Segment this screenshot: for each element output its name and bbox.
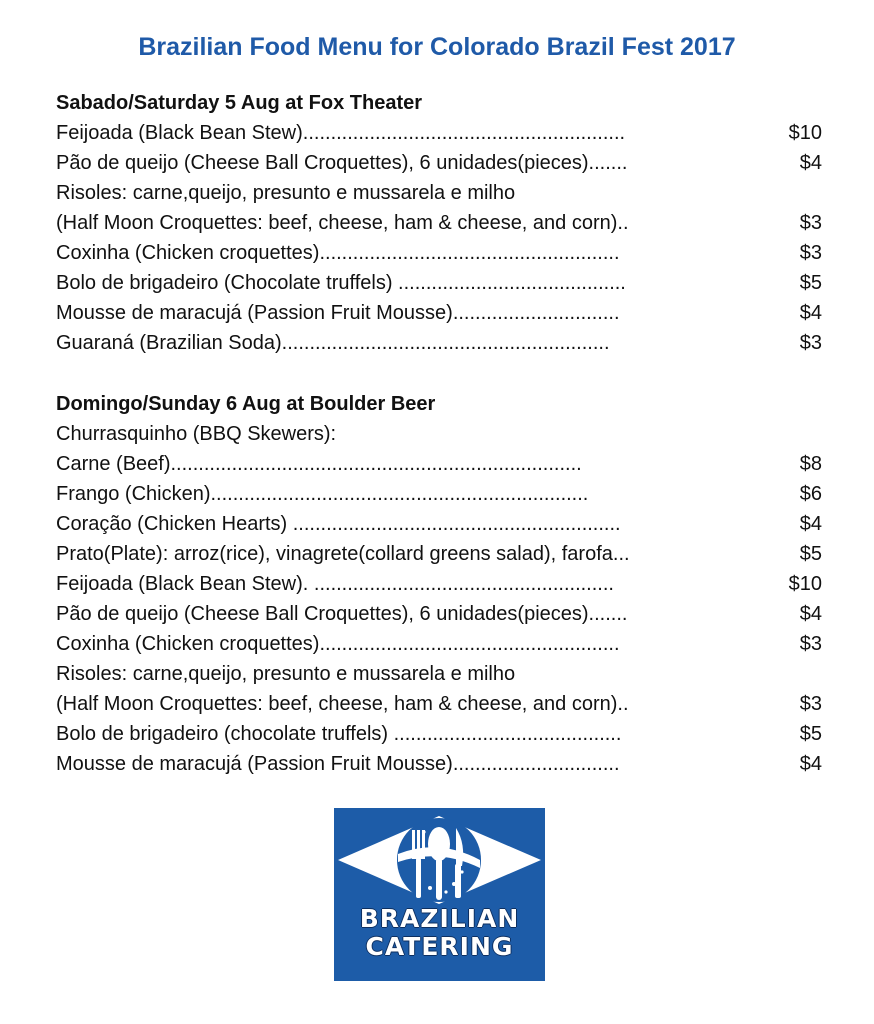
menu-item-text: Pão de queijo (Cheese Ball Croquettes), 6 unidades(pieces)....... <box>56 152 628 174</box>
menu-item-price: $10 <box>788 573 822 595</box>
menu-item <box>56 419 822 449</box>
logo-text-line2: CATERING <box>365 932 514 961</box>
menu-item-price: $3 <box>799 242 822 264</box>
menu-item-price: $4 <box>799 513 822 535</box>
menu-item-text: Churrasquinho (BBQ Skewers): <box>56 423 337 445</box>
menu-item-text: Risoles: carne,queijo, presunto e mussarela e milho <box>56 663 516 685</box>
menu-item-text: Mousse de maracujá (Passion Fruit Mousse).............................. <box>56 753 620 775</box>
menu-item <box>56 749 822 779</box>
menu-item-text: Feijoada (Black Bean Stew). ...................................................... <box>56 573 614 595</box>
menu-item-text: Prato(Plate): arroz(rice), vinagrete(collard greens salad), farofa... <box>56 543 630 565</box>
menu-item <box>56 118 822 148</box>
menu-item-text: Coxinha (Chicken croquettes)...................................................... <box>56 242 620 264</box>
menu-item <box>56 659 822 689</box>
menu-item-price: $5 <box>799 723 822 745</box>
page-title: Brazilian Food Menu for Colorado Brazil Fest 2017 <box>138 33 736 61</box>
menu-item-text: (Half Moon Croquettes: beef, cheese, ham & cheese, and corn).. <box>56 212 629 234</box>
menu-item-text: Frango (Chicken).................................................................... <box>56 483 589 505</box>
menu-item <box>56 268 822 298</box>
menu-item <box>56 569 822 599</box>
menu-item <box>56 539 822 569</box>
menu-item-text: Coxinha (Chicken croquettes)...................................................... <box>56 633 620 655</box>
saturday-heading: Sabado/Saturday 5 Aug at Fox Theater <box>56 92 423 114</box>
menu-item <box>56 599 822 629</box>
menu-item-price: $3 <box>799 332 822 354</box>
menu-item-price: $4 <box>799 302 822 324</box>
menu-item-price: $5 <box>799 543 822 565</box>
menu-item <box>56 479 822 509</box>
menu-item-price: $3 <box>799 633 822 655</box>
section-spacer <box>56 358 822 389</box>
menu-item-text: Coração (Chicken Hearts) ........................................................... <box>56 513 621 535</box>
menu-item <box>56 719 822 749</box>
menu-item-text: Bolo de brigadeiro (chocolate truffels) ......................................... <box>56 723 622 745</box>
menu-item <box>56 509 822 539</box>
menu <box>56 88 822 779</box>
menu-item-text: Carne (Beef).......................................................................... <box>56 453 582 475</box>
menu-item-price: $10 <box>788 122 822 144</box>
menu-item-price: $4 <box>799 152 822 174</box>
logo-text-line1: BRAZILIAN <box>359 904 520 933</box>
menu-item-text: Risoles: carne,queijo, presunto e mussarela e milho <box>56 182 516 204</box>
menu-item-price: $4 <box>799 753 822 775</box>
menu-item-price: $4 <box>799 603 822 625</box>
menu-item <box>56 208 822 238</box>
menu-item-text: Bolo de brigadeiro (Chocolate truffels) ......................................... <box>56 272 626 294</box>
menu-item <box>56 689 822 719</box>
sunday-list <box>56 419 822 779</box>
saturday-list <box>56 118 822 358</box>
sunday-heading: Domingo/Sunday 6 Aug at Boulder Beer <box>56 393 436 415</box>
menu-item-text: Pão de queijo (Cheese Ball Croquettes), 6 unidades(pieces)....... <box>56 603 628 625</box>
menu-item <box>56 629 822 659</box>
menu-item-price: $3 <box>799 693 822 715</box>
menu-item-text: Mousse de maracujá (Passion Fruit Mousse).............................. <box>56 302 620 324</box>
menu-item-text: Feijoada (Black Bean Stew).......................................................... <box>56 122 626 144</box>
menu-item <box>56 328 822 358</box>
menu-item-price: $8 <box>799 453 822 475</box>
menu-item <box>56 449 822 479</box>
menu-item <box>56 178 822 208</box>
brazilian-catering-logo <box>334 808 545 981</box>
menu-item <box>56 148 822 178</box>
menu-item <box>56 298 822 328</box>
menu-item-text: (Half Moon Croquettes: beef, cheese, ham & cheese, and corn).. <box>56 693 629 715</box>
menu-item-text: Guaraná (Brazilian Soda)........................................................... <box>56 332 610 354</box>
menu-item-price: $6 <box>799 483 822 505</box>
menu-item-price: $3 <box>799 212 822 234</box>
menu-item <box>56 238 822 268</box>
menu-item-price: $5 <box>799 272 822 294</box>
